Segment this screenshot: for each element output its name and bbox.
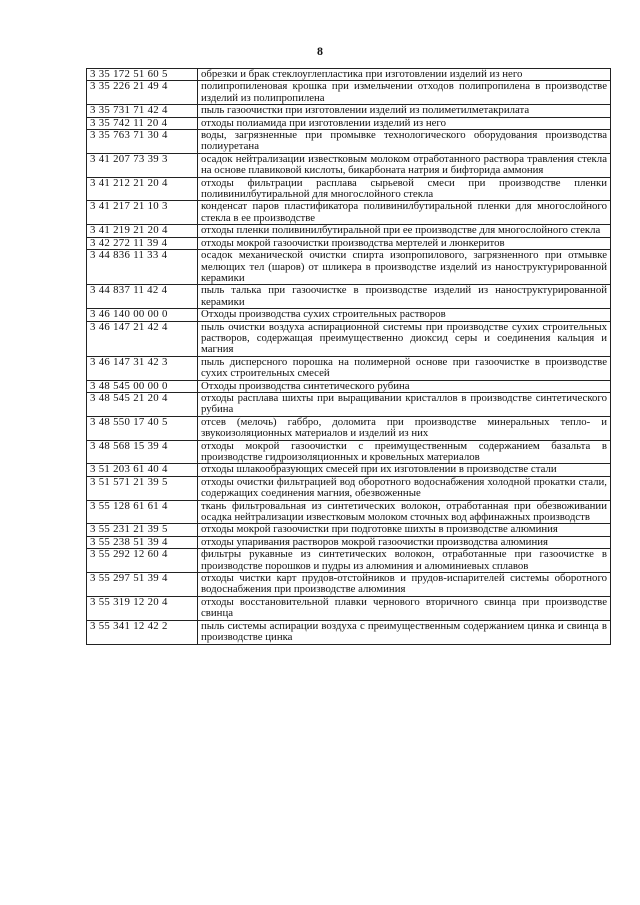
table-row	[87, 201, 611, 225]
waste-code-cell: 3 46 147 31 42 3	[87, 356, 198, 380]
waste-description-cell: отходы мокрой газоочистки при подготовке шихты в производстве алюминия	[198, 524, 611, 536]
table-row	[87, 524, 611, 536]
waste-description-cell: отсев (мелочь) габбро, доломита при производстве минеральных тепло- и звукоизоляционных материалов и изделий из них	[198, 416, 611, 440]
waste-code-cell: 3 55 128 61 61 4	[87, 500, 198, 524]
waste-description-cell: полипропиленовая крошка при измельчении отходов полипропилена в производстве изделий из полипропилена	[198, 81, 611, 105]
waste-description-cell: обрезки и брак стеклоуглепластика при изготовлении изделий из него	[198, 69, 611, 81]
table-row	[87, 225, 611, 237]
waste-description-cell: отходы мокрой газоочистки производства мертелей и люнкеритов	[198, 237, 611, 249]
waste-code-cell: 3 35 226 21 49 4	[87, 81, 198, 105]
table-row	[87, 392, 611, 416]
waste-description-cell: пыль дисперсного порошка на полимерной основе при газоочистке в производстве сухих строительных смесей	[198, 356, 611, 380]
waste-code-cell: 3 41 219 21 20 4	[87, 225, 198, 237]
table-row	[87, 130, 611, 154]
waste-description-cell: осадок механической очистки спирта изопропилового, загрязненного при отмывке мелющих тел (шаров) от шликера в производстве изделий из наноструктурированной керамики	[198, 250, 611, 285]
waste-description-cell: пыль талька при газоочистке в производстве изделий из наноструктурированной керамики	[198, 285, 611, 309]
waste-code-cell: 3 41 207 73 39 3	[87, 153, 198, 177]
waste-code-cell: 3 35 172 51 60 5	[87, 69, 198, 81]
waste-description-cell: Отходы производства синтетического рубина	[198, 380, 611, 392]
table-row	[87, 416, 611, 440]
waste-code-cell: 3 55 341 12 42 2	[87, 620, 198, 644]
waste-code-cell: 3 35 742 11 20 4	[87, 117, 198, 129]
table-row	[87, 237, 611, 249]
table-row	[87, 620, 611, 644]
table-body	[87, 69, 611, 645]
table-row	[87, 153, 611, 177]
table-row	[87, 69, 611, 81]
waste-code-cell: 3 55 231 21 39 5	[87, 524, 198, 536]
waste-code-cell: 3 55 297 51 39 4	[87, 573, 198, 597]
table-row	[87, 321, 611, 356]
waste-code-cell: 3 51 203 61 40 4	[87, 464, 198, 476]
waste-description-cell: пыль очистки воздуха аспирационной системы при производстве сухих строительных растворов, содержащая преимущественно диоксид серы и соединения кальция и магния	[198, 321, 611, 356]
table-row	[87, 309, 611, 321]
table-row	[87, 285, 611, 309]
table-row	[87, 177, 611, 201]
table-row	[87, 380, 611, 392]
waste-code-cell: 3 51 571 21 39 5	[87, 476, 198, 500]
table-row	[87, 573, 611, 597]
waste-description-cell: отходы упаривания растворов мокрой газоочистки производства алюминия	[198, 536, 611, 548]
waste-code-cell: 3 55 292 12 60 4	[87, 549, 198, 573]
table-row	[87, 464, 611, 476]
waste-description-cell: осадок нейтрализации известковым молоком отработанного раствора травления стекла на основе плавиковой кислоты, бикарбоната натрия и бифторида аммония	[198, 153, 611, 177]
waste-code-cell: 3 44 836 11 33 4	[87, 250, 198, 285]
waste-code-cell: 3 35 763 71 30 4	[87, 130, 198, 154]
waste-code-cell: 3 48 568 15 39 4	[87, 440, 198, 464]
waste-code-cell: 3 35 731 71 42 4	[87, 105, 198, 117]
waste-description-cell: конденсат паров пластификатора поливинилбутиральной пленки для многослойного стекла в ее производстве	[198, 201, 611, 225]
waste-code-cell: 3 48 550 17 40 5	[87, 416, 198, 440]
table-row	[87, 476, 611, 500]
waste-description-cell: Отходы производства сухих строительных растворов	[198, 309, 611, 321]
waste-code-cell: 3 41 212 21 20 4	[87, 177, 198, 201]
waste-description-cell: пыль системы аспирации воздуха с преимущественным содержанием цинка и свинца в производстве цинка	[198, 620, 611, 644]
waste-description-cell: отходы фильтрации расплава сырьевой смеси при производстве пленки поливинилбутиральной для многослойного стекла	[198, 177, 611, 201]
table-row	[87, 105, 611, 117]
waste-code-cell: 3 46 140 00 00 0	[87, 309, 198, 321]
waste-description-cell: отходы полиамида при изготовлении изделий из него	[198, 117, 611, 129]
waste-classifier-table	[86, 68, 611, 645]
table-row	[87, 356, 611, 380]
waste-code-cell: 3 48 545 00 00 0	[87, 380, 198, 392]
table-row	[87, 596, 611, 620]
waste-description-cell: фильтры рукавные из синтетических волокон, отработанные при газоочистке в производстве порошков и пудры из алюминия и алюминиевых сплавов	[198, 549, 611, 573]
table-row	[87, 536, 611, 548]
waste-code-cell: 3 48 545 21 20 4	[87, 392, 198, 416]
waste-description-cell: отходы восстановительной плавки чернового вторичного свинца при производстве свинца	[198, 596, 611, 620]
waste-code-cell: 3 46 147 21 42 4	[87, 321, 198, 356]
waste-description-cell: воды, загрязненные при промывке технологического оборудования производства полиуретана	[198, 130, 611, 154]
waste-description-cell: отходы расплава шихты при выращивании кристаллов в производстве синтетического рубина	[198, 392, 611, 416]
table-row	[87, 250, 611, 285]
table-row	[87, 117, 611, 129]
waste-code-cell: 3 55 238 51 39 4	[87, 536, 198, 548]
waste-code-cell: 3 44 837 11 42 4	[87, 285, 198, 309]
table-row	[87, 81, 611, 105]
table-row	[87, 500, 611, 524]
waste-description-cell: отходы мокрой газоочистки с преимущественным содержанием базальта в производстве гидроизоляционных и кровельных материалов	[198, 440, 611, 464]
waste-code-cell: 3 55 319 12 20 4	[87, 596, 198, 620]
waste-description-cell: пыль газоочистки при изготовлении изделий из полиметилметакрилата	[198, 105, 611, 117]
waste-description-cell: отходы чистки карт прудов-отстойников и прудов-испарителей системы оборотного водоснабжения при производстве алюминия	[198, 573, 611, 597]
waste-description-cell: отходы очистки фильтрацией вод оборотного водоснабжения холодной прокатки стали, содержащих соединения магния, обезвоженные	[198, 476, 611, 500]
waste-description-cell: отходы шлакообразующих смесей при их изготовлении в производстве стали	[198, 464, 611, 476]
waste-code-cell: 3 41 217 21 10 3	[87, 201, 198, 225]
waste-code-cell: 3 42 272 11 39 4	[87, 237, 198, 249]
waste-description-cell: отходы пленки поливинилбутиральной при ее производстве для многослойного стекла	[198, 225, 611, 237]
page-number: 8	[317, 44, 323, 58]
table-row	[87, 440, 611, 464]
table-row	[87, 549, 611, 573]
waste-description-cell: ткань фильтровальная из синтетических волокон, отработанная при обезвоживании осадка нейтрализации известковым молоком сточных вод аффинажных производств	[198, 500, 611, 524]
